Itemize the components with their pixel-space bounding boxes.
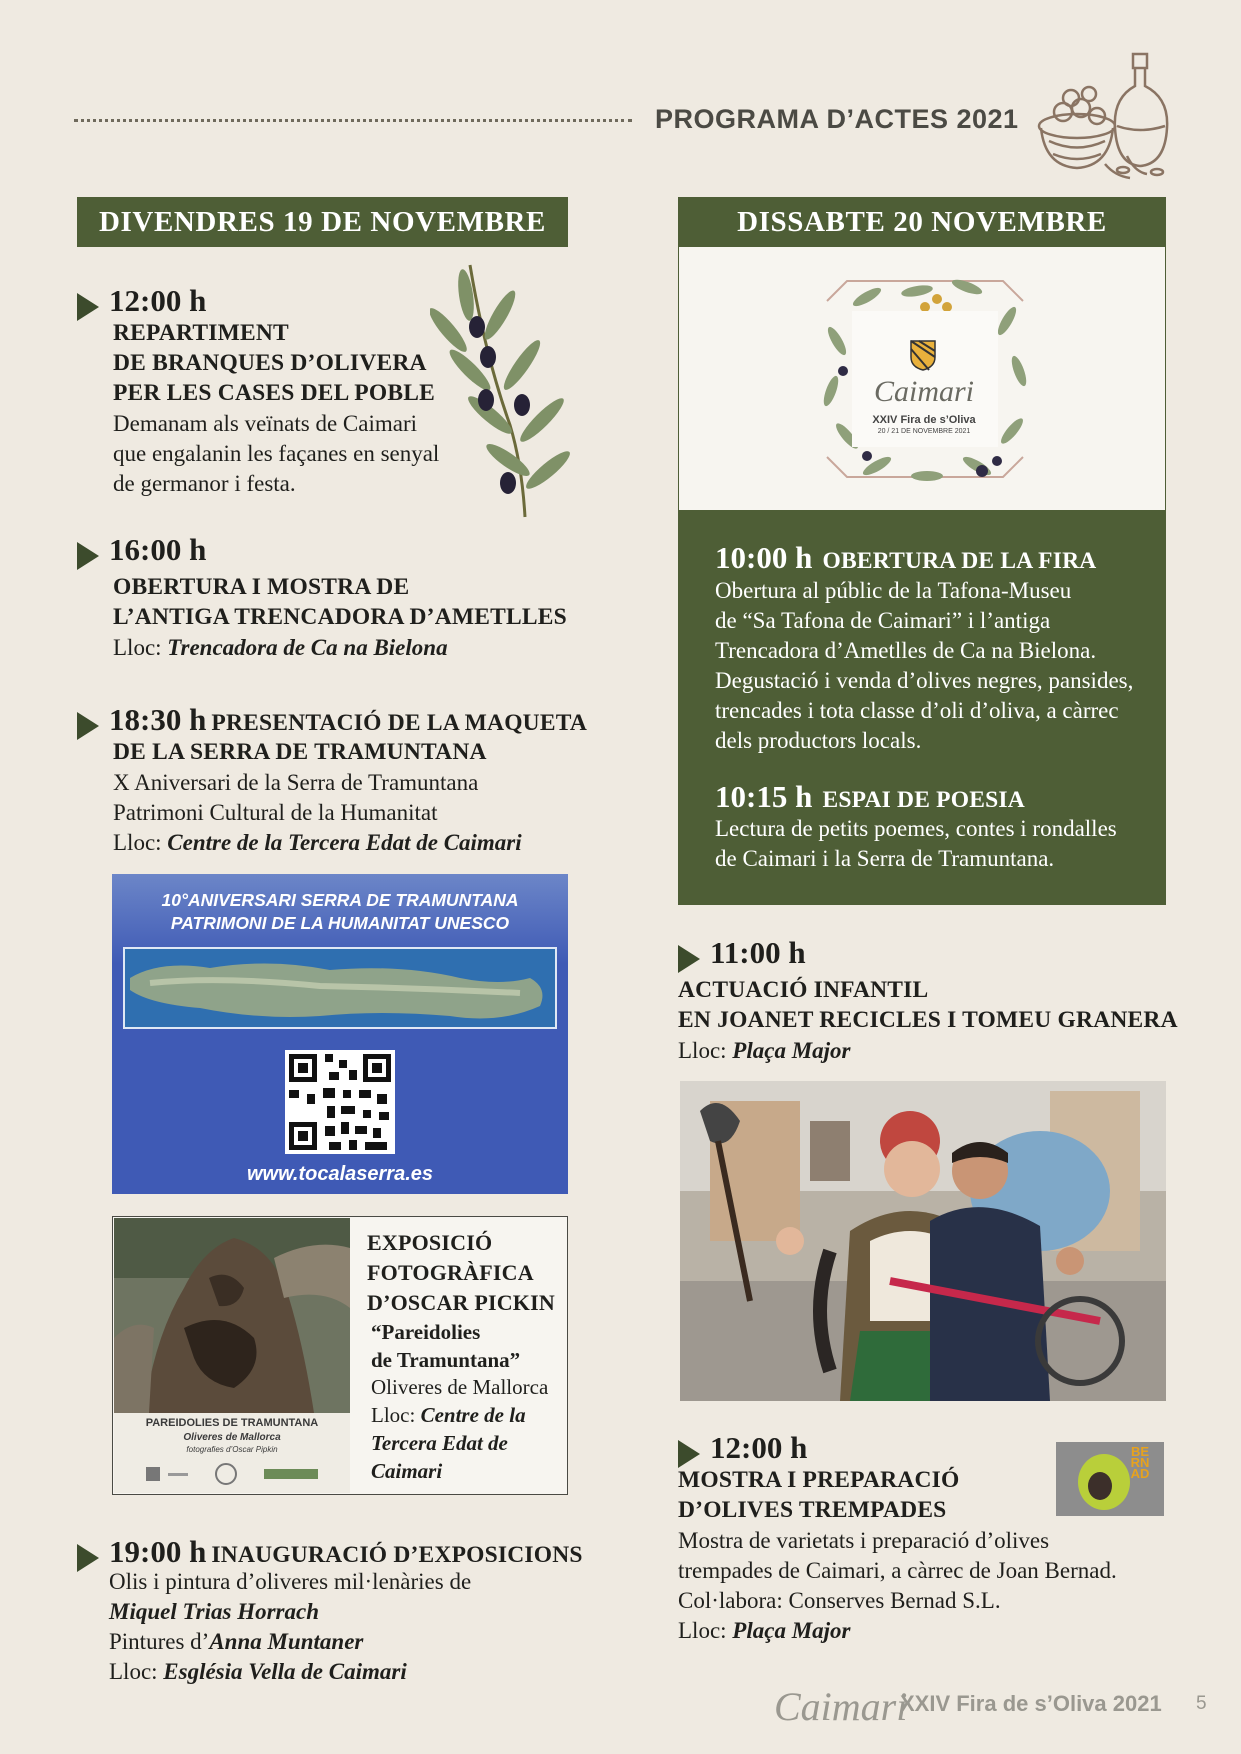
event-description: Trencadora d’Ametlles de Ca na Bielona.	[715, 638, 1097, 663]
event-time: 10:15 h	[715, 779, 813, 814]
event-description: trempades de Caimari, a càrrec de Joan Bernad.	[678, 1558, 1117, 1583]
event-title: OBERTURA I MOSTRA DE	[113, 574, 410, 600]
logo-dates: 20 / 21 DE NOVEMBRE 2021	[877, 428, 971, 435]
event-location	[678, 1616, 851, 1646]
location-value: Plaça Major	[732, 1618, 851, 1643]
qr-code	[285, 1050, 395, 1154]
event-title: ACTUACIÓ INFANTIL	[678, 977, 929, 1003]
expo-title: D’OSCAR PICKIN	[367, 1290, 555, 1315]
event-title: DE BRANQUES D’OLIVERA	[113, 350, 427, 376]
bernad-logo-text: BERNAD	[1130, 1444, 1150, 1481]
play-triangle-icon	[77, 542, 99, 570]
expo-title: FOTOGRÀFICA	[367, 1260, 534, 1285]
event-artist: Miquel Trias Horrach	[109, 1599, 320, 1624]
event-time: 12:00 h	[109, 283, 207, 318]
footer-title: XXIV Fira de s’Oliva 2021	[900, 1691, 1162, 1716]
event-description: Obertura al públic de la Tafona-Museu	[715, 578, 1072, 603]
event-title: INAUGURACIÓ D’EXPOSICIONS	[211, 1542, 583, 1568]
location-label: Lloc:	[371, 1403, 416, 1427]
event-description: X Aniversari de la Serra de Tramuntana	[113, 770, 479, 795]
location-label: Lloc:	[678, 1618, 727, 1643]
event-time: 19:00 h	[109, 1534, 207, 1569]
page-number: 5	[1196, 1693, 1207, 1714]
event-time: 11:00 h	[710, 935, 806, 970]
event-title: DE LA SERRA DE TRAMUNTANA	[113, 739, 487, 765]
event-description: Degustació i venda d’olives negres, pansides,	[715, 668, 1134, 693]
event-title: REPARTIMENT	[113, 320, 289, 346]
event-location	[678, 1036, 851, 1066]
event-title: OBERTURA DE LA FIRA	[822, 548, 1097, 574]
event-time-row	[715, 540, 1096, 576]
event-description: Olis i pintura d’oliveres mil·lenàries de	[109, 1569, 472, 1594]
event-description: de Caimari i la Serra de Tramuntana.	[715, 846, 1055, 871]
event-description: Col·labora: Conserves Bernad S.L.	[678, 1588, 1001, 1613]
location-value: Centre de la Tercera Edat de Caimari	[167, 830, 522, 855]
play-triangle-icon	[678, 1440, 700, 1468]
expo-poster-subtitle: Oliveres de Mallorca	[183, 1432, 281, 1443]
event-time-row	[715, 779, 1025, 815]
poster-title: 10°ANIVERSARI SERRA DE TRAMUNTANA	[161, 890, 519, 910]
play-triangle-icon	[678, 945, 700, 973]
play-triangle-icon	[77, 712, 99, 740]
poster-subtitle: PATRIMONI DE LA HUMANITAT UNESCO	[170, 913, 510, 933]
logo-subtitle: XXIV Fira de s’Oliva	[872, 414, 976, 426]
event-description: de “Sa Tafona de Caimari” i l’antiga	[715, 608, 1051, 633]
poster-url: www.tocalaserra.es	[246, 1163, 434, 1185]
olive-basket-icon	[1035, 46, 1180, 181]
event-title: ESPAI DE POESIA	[822, 787, 1025, 813]
event-location	[113, 828, 522, 858]
expo-box	[112, 1216, 568, 1495]
event-artist: Anna Muntaner	[209, 1629, 364, 1654]
event-location	[113, 633, 448, 663]
event-title: D’OLIVES TREMPADES	[678, 1497, 947, 1523]
event-title: PER LES CASES DEL POBLE	[113, 380, 435, 406]
location-value: Església Vella de Caimari	[163, 1659, 407, 1684]
event-title: EN JOANET RECICLES I TOMEU GRANERA	[678, 1007, 1178, 1033]
olive-branch-icon	[430, 255, 590, 525]
event-time-row	[678, 935, 806, 973]
event-time-row	[77, 702, 587, 740]
event-title: PRESENTACIÓ DE LA MAQUETA	[211, 710, 588, 736]
expo-title: EXPOSICIÓ	[367, 1230, 493, 1255]
footer-brand: Caimari	[774, 1684, 908, 1729]
event-title: L’ANTIGA TRENCADORA D’AMETLLES	[113, 604, 567, 630]
location-label: Lloc:	[678, 1038, 727, 1063]
saturday-heading: DISSABTE 20 NOVEMBRE	[678, 197, 1166, 247]
bernad-logo	[1056, 1442, 1164, 1516]
event-time: 18:30 h	[109, 702, 207, 737]
location-label: Lloc:	[113, 635, 162, 660]
location-value: Centre de la	[420, 1403, 526, 1427]
event-description	[109, 1627, 363, 1657]
event-time-row	[77, 1534, 583, 1572]
location-value: Caimari	[371, 1459, 443, 1483]
event-location	[109, 1657, 407, 1687]
sponsor-logos	[144, 1461, 324, 1487]
mallorca-map	[120, 938, 560, 1038]
expo-quote: “Pareidolies	[371, 1320, 481, 1344]
logo-wordmark: Caimari	[873, 375, 975, 408]
location-label: Lloc:	[113, 830, 162, 855]
play-triangle-icon	[77, 1544, 99, 1572]
dotted-rule	[74, 119, 632, 122]
event-description: Mostra de varietats i preparació d’olives	[678, 1528, 1050, 1553]
tramuntana-poster	[112, 874, 568, 1194]
event-time: 12:00 h	[710, 1430, 808, 1465]
event-time: 10:00 h	[715, 540, 813, 575]
expo-description: Oliveres de Mallorca	[371, 1375, 549, 1399]
event-description: trencades i tota classe d’oli d’oliva, a càrrec	[715, 698, 1119, 723]
fair-logo-box	[678, 247, 1166, 511]
olive-tree-photo	[114, 1218, 350, 1413]
expo-poster-title: PAREIDOLIES DE TRAMUNTANA	[145, 1417, 319, 1429]
event-description: que engalanin les façanes en senyal	[113, 441, 440, 466]
event-title: MOSTRA I PREPARACIÓ	[678, 1467, 960, 1493]
friday-heading: DIVENDRES 19 DE NOVEMBRE	[77, 197, 568, 247]
performers-photo	[680, 1081, 1166, 1401]
event-description: de germanor i festa.	[113, 471, 296, 496]
expo-poster-credit: fotografies d’Oscar Pipkin	[186, 1445, 278, 1454]
page-title: PROGRAMA D’ACTES 2021	[655, 104, 1019, 134]
event-description: Patrimoni Cultural de la Humanitat	[113, 800, 438, 825]
location-value: Plaça Major	[732, 1038, 851, 1063]
opening-events-box	[678, 511, 1166, 905]
location-value: Tercera Edat de	[371, 1431, 508, 1455]
event-description: dels productors locals.	[715, 728, 922, 753]
location-value: Trencadora de Ca na Bielona	[167, 635, 448, 660]
expo-location	[371, 1403, 526, 1428]
event-time-row	[77, 532, 206, 570]
description-prefix: Pintures d’	[109, 1629, 210, 1654]
expo-quote: de Tramuntana”	[371, 1348, 521, 1372]
event-time: 16:00 h	[109, 532, 207, 567]
play-triangle-icon	[77, 293, 99, 321]
expo-poster	[114, 1218, 350, 1493]
event-time-row	[77, 283, 206, 321]
event-description: Lectura de petits poemes, contes i rondalles	[715, 816, 1117, 841]
caimari-crest-icon	[909, 339, 937, 371]
location-label: Lloc:	[109, 1659, 158, 1684]
event-description: Demanam als veïnats de Caimari	[113, 411, 418, 436]
event-time-row	[678, 1430, 807, 1468]
